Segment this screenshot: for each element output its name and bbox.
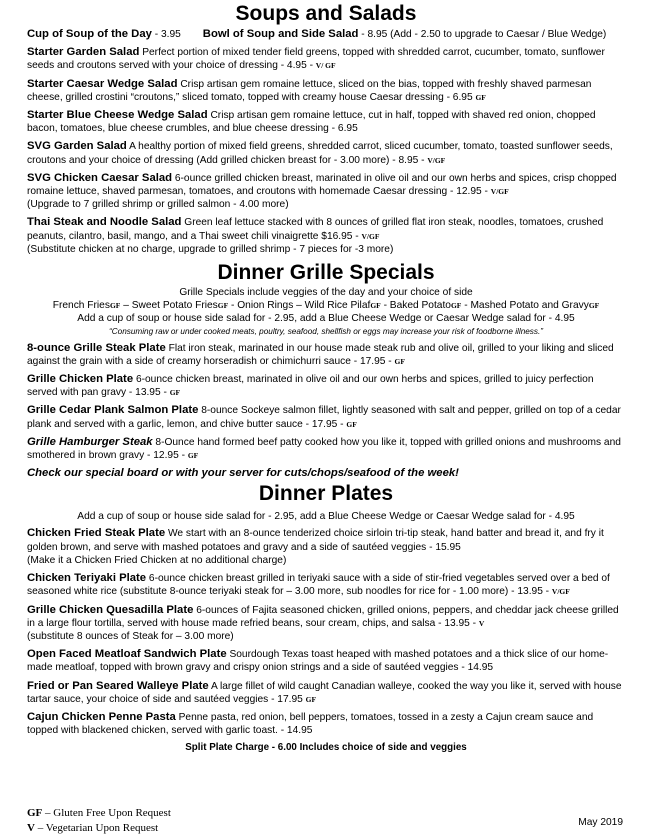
diet-tag: GF bbox=[169, 388, 181, 398]
menu-item bbox=[27, 404, 625, 430]
menu-item-name: Grille Chicken Quesadilla Plate bbox=[27, 603, 194, 616]
menu-item-name: Grille Chicken Plate bbox=[27, 373, 134, 386]
menu-item bbox=[27, 46, 625, 72]
legend-v bbox=[27, 821, 171, 836]
menu-item-description: A healthy portion of mixed field greens, shredded carrot, sliced cucumber, tomato, toasted sunflower seeds, croutons and your choice of dressing (Add grilled chicken breast for - 3.00 more) - 8.95 - bbox=[27, 141, 613, 166]
menu-item-name: Fried or Pan Seared Walleye Plate bbox=[27, 679, 209, 692]
menu-item bbox=[27, 648, 625, 674]
diet-tag: V/GF bbox=[551, 587, 570, 597]
diet-tag: GF bbox=[217, 301, 229, 311]
dinner-plates-heading: Dinner Plates bbox=[258, 482, 394, 506]
diet-tag: V/ GF bbox=[315, 61, 336, 71]
grille-addon: Add a cup of soup or house side salad for - 2.95, add a Blue Cheese Wedge or Caesar Wedge salad for - 4.95 bbox=[77, 313, 575, 325]
legend-gf bbox=[27, 806, 171, 821]
menu-item-name: Chicken Teriyaki Plate bbox=[27, 572, 147, 585]
diet-tag: GF bbox=[109, 301, 121, 311]
menu-item bbox=[27, 711, 625, 737]
menu-item-note: (substitute 8 ounces of Steak for – 3.00 more) bbox=[27, 630, 234, 642]
menu-item bbox=[27, 140, 625, 166]
menu-item-name: 8-ounce Grille Steak Plate bbox=[27, 341, 166, 354]
bowl-of-soup bbox=[203, 28, 607, 41]
menu-item-description: 6-ounce chicken breast grilled in teriyaki sauce with a side of stir-fried vegetables served over a bed of seasoned white rice (substitute 8-ounce teriyaki steak for – 3.00 more, sub noodles for rice for - 1.00 more) - 13.95 - bbox=[27, 573, 610, 598]
diet-tag: GF bbox=[346, 419, 357, 429]
menu-date: May 2019 bbox=[578, 817, 623, 828]
cup-of-soup bbox=[27, 28, 181, 41]
diet-tag: GF bbox=[370, 301, 381, 311]
soups-salads-heading: Soups and Salads bbox=[235, 2, 417, 25]
diet-tag: V bbox=[478, 618, 485, 628]
menu-item bbox=[27, 527, 625, 567]
menu-item-description: 6-ounce grilled chicken breast, marinated in olive oil and our own herbs and spices, crisp chopped romaine lettuce, shaved parmesan, tomatoes, and croutons with homemade Caesar dressing - 12.95 - bbox=[27, 172, 617, 198]
menu-item-name: Cajun Chicken Penne Pasta bbox=[27, 710, 176, 723]
menu-item-description: 6-ounces of Fajita seasoned chicken, grilled onions, peppers, and cheddar jack cheese grilled in a large flour tortilla, served with house made refried beans, sour cream, chips, and salsa - 13.95 - bbox=[27, 604, 619, 629]
plates-addon: Add a cup of soup or house side salad for - 2.95, add a Blue Cheese Wedge or Caesar Wedge salad for - 4.95 bbox=[77, 511, 575, 523]
diet-tag: V/GF bbox=[490, 187, 509, 197]
diet-tag: GF bbox=[588, 301, 600, 311]
plates-list bbox=[27, 527, 625, 737]
soup-line bbox=[27, 28, 625, 41]
menu-item bbox=[27, 172, 625, 212]
menu-item-description: Crisp artisan gem romaine lettuce, cut in half, topped with shaved red onion, chopped bacon, tomatoes, blue cheese crumbles, and blue cheese dressing - 6.95 bbox=[27, 110, 596, 135]
legend-gf-text: – Gluten Free Upon Request bbox=[42, 807, 171, 819]
menu-item-description: 8-Ounce hand formed beef patty cooked how you like it, topped with grilled onions and mushrooms and smothered in brown gravy - 12.95 - bbox=[27, 436, 621, 462]
menu-item-description: Flat iron steak, marinated in our house made steak rub and olive oil, grilled to your liking and sliced against the grain with a side of creamy horseradish or chimichurri sauce - 17.95 - bbox=[27, 342, 614, 367]
diet-tag: V/GF bbox=[361, 231, 380, 241]
split-plate-charge: Split Plate Charge - 6.00 Includes choice of side and veggies bbox=[185, 742, 467, 754]
menu-item-name: Grille Cedar Plank Salmon Plate bbox=[27, 404, 199, 417]
menu-item-name: SVG Garden Salad bbox=[27, 140, 127, 153]
grille-specials-heading: Dinner Grille Specials bbox=[217, 261, 435, 285]
menu-item bbox=[27, 109, 625, 135]
menu-item-name: Chicken Fried Steak Plate bbox=[27, 527, 166, 540]
menu-item bbox=[27, 680, 625, 706]
menu-item-name: Grille Hamburger Steak bbox=[27, 435, 153, 448]
diet-tag: GF bbox=[475, 92, 486, 102]
legend-v-text: – Vegetarian Upon Request bbox=[34, 822, 159, 834]
menu-item-description: Green leaf lettuce stacked with 8 ounces of grilled flat iron steak, noodles, tomatoes, crushed peanuts, cilantro, basil, mango, and a Thai sweet chili vinaigrette $16.95 - bbox=[27, 217, 604, 242]
grille-sides-line bbox=[27, 299, 625, 312]
menu-item-description: A large fillet of wild caught Canadian walleye, cooked the way you like it, served with house tartar sauce, your choice of side and sautéed veggies - 17.95 bbox=[27, 680, 622, 705]
foodborne-disclaimer: “Consuming raw or under cooked meats, poultry, seafood, shellfish or eggs may increase your risk of foodborne illness.” bbox=[109, 326, 543, 336]
cup-of-soup-name: Cup of Soup of the Day bbox=[27, 28, 152, 40]
menu-item bbox=[27, 342, 625, 368]
diet-legend bbox=[27, 806, 171, 836]
diet-tag: V/GF bbox=[427, 155, 446, 165]
menu-item-description: Penne pasta, red onion, bell peppers, tomatoes, tossed in a zesty a Cajun cream sauce and topped with blackened chicken, served with garlic toast. - 14.95 bbox=[27, 711, 594, 737]
menu-item bbox=[27, 436, 625, 462]
menu-item bbox=[27, 604, 625, 644]
diet-tag: GF bbox=[187, 451, 199, 461]
legend-v-code: V bbox=[27, 822, 35, 834]
menu-item-name: Thai Steak and Noodle Salad bbox=[27, 216, 182, 229]
menu-item-name: Starter Caesar Wedge Salad bbox=[27, 77, 178, 90]
side-option: - Onion Rings – Wild Rice Pilaf bbox=[228, 300, 371, 312]
diet-tag: GF bbox=[450, 301, 462, 311]
cup-of-soup-price: - 3.95 bbox=[151, 29, 181, 40]
menu-item-description: Sourdough Texas toast heaped with mashed potatoes and a thick slice of our home-made meatloaf, topped with brown gravy and crispy onion strings and a side of sautéed veggies - 14.95 bbox=[27, 649, 609, 674]
side-option: - Mashed Potato and Gravy bbox=[461, 300, 589, 312]
menu-item-note: (Substitute chicken at no charge, upgrade to grilled shrimp - 7 pieces for -3 more) bbox=[27, 243, 394, 255]
side-option: - Baked Potato bbox=[380, 300, 451, 312]
bowl-of-soup-price: - 8.95 (Add - 2.50 to upgrade to Caesar / Blue Wedge) bbox=[358, 29, 607, 40]
menu-item-name: SVG Chicken Caesar Salad bbox=[27, 171, 173, 184]
diet-tag: GF bbox=[394, 356, 405, 366]
grille-list bbox=[27, 342, 625, 463]
menu-item bbox=[27, 373, 625, 399]
menu-item-description: 6-ounce chicken breast, marinated in olive oil and our own herbs and spices, grilled to juicy perfection served with pan gravy - 13.95 - bbox=[27, 374, 594, 399]
soups-list bbox=[27, 46, 625, 256]
menu-item-name: Starter Blue Cheese Wedge Salad bbox=[27, 109, 208, 122]
grille-intro: Grille Specials include veggies of the day and your choice of side bbox=[179, 287, 473, 299]
menu-item-name: Starter Garden Salad bbox=[27, 46, 140, 59]
menu-item-note: (Make it a Chicken Fried Chicken at no additional charge) bbox=[27, 554, 287, 566]
special-board-note: Check our special board or with your server for cuts/chops/seafood of the week! bbox=[27, 467, 459, 480]
menu-item bbox=[27, 216, 625, 256]
side-option: French Fries bbox=[52, 300, 110, 312]
menu-item bbox=[27, 572, 625, 598]
menu-item-description: Perfect portion of mixed tender field greens, topped with shredded carrot, cucumber, tomato, sunflower seeds and croutons served with your choice of dressing - 4.95 - bbox=[27, 47, 605, 72]
legend-gf-code: GF bbox=[27, 807, 43, 819]
menu-item bbox=[27, 78, 625, 104]
menu-item-name: Open Faced Meatloaf Sandwich Plate bbox=[27, 648, 227, 661]
menu-item-description: Crisp artisan gem romaine lettuce, sliced on the bias, topped with freshly shaved parmesan cheese, grilled crostini “croutons,” sliced tomato, topped with creamy house Caesar dressing - 6.95 bbox=[27, 78, 592, 103]
menu-item-description: 8-ounce Sockeye salmon fillet, lightly seasoned with salt and pepper, grilled on top of a cedar plank and served with a garlic, lemon, and chive butter sauce - 17.95 - bbox=[27, 405, 621, 430]
menu-item-description: We start with an 8-ounce tenderized choice sirloin tri-tip steak, hand batter and bread it, and fry it golden brown, and serve with mashed potatoes and gravy and a side of sautéed veggies - 15.95 bbox=[27, 528, 604, 553]
menu-item-note: (Upgrade to 7 grilled shrimp or grilled salmon - 4.00 more) bbox=[27, 199, 289, 211]
side-option: – Sweet Potato Fries bbox=[120, 300, 218, 312]
diet-tag: GF bbox=[305, 694, 317, 704]
bowl-of-soup-name: Bowl of Soup and Side Salad bbox=[202, 28, 359, 40]
